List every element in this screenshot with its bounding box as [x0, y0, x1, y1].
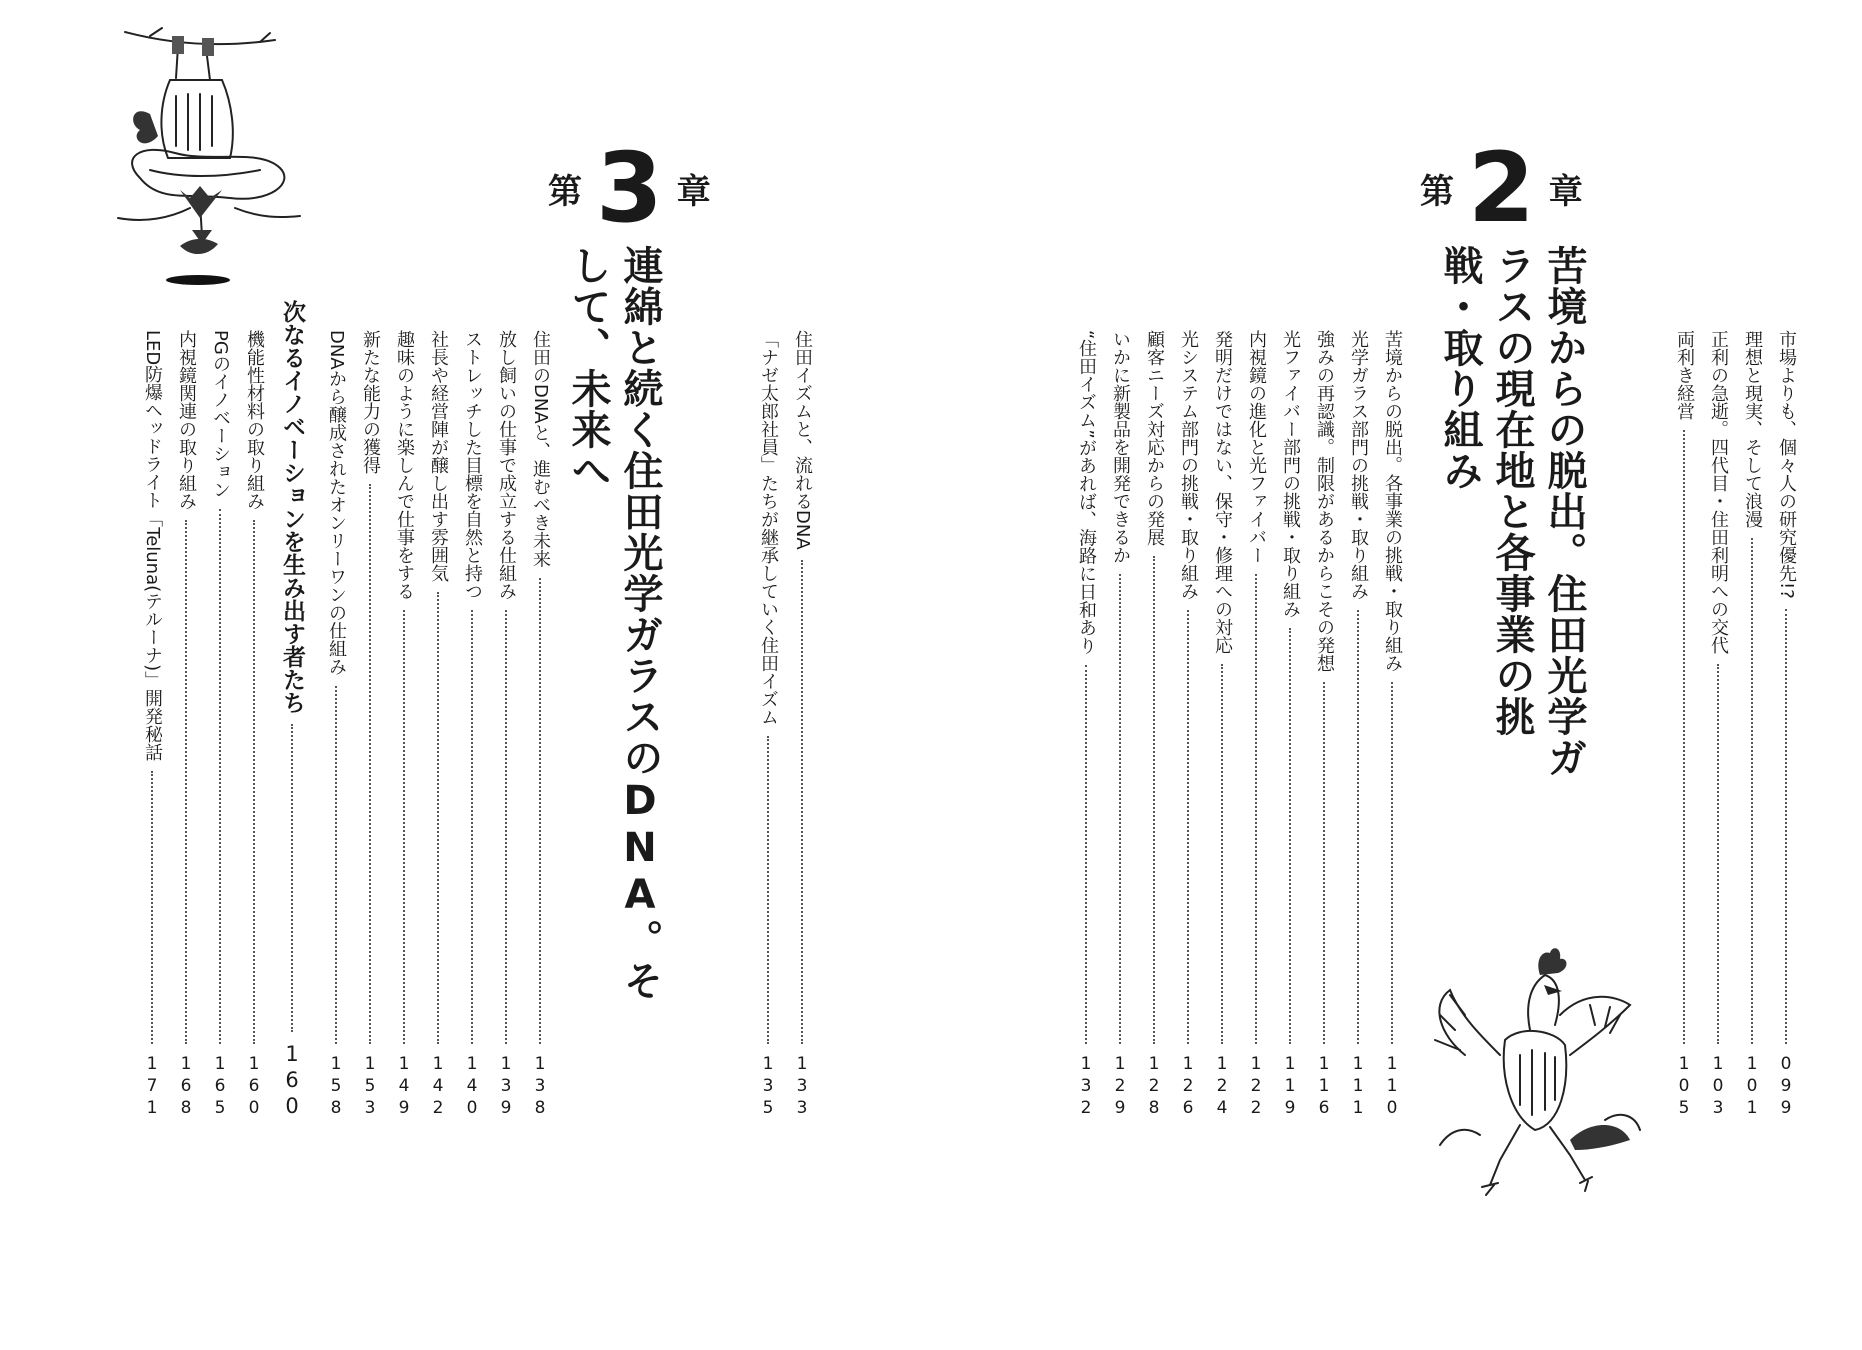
toc-entry-title: 強みの再認識。制限があるからこその発想 [1314, 330, 1335, 672]
leader-dots [335, 686, 337, 1044]
toc-page-number: 099 [1776, 1054, 1796, 1120]
leader-dots [539, 578, 541, 1044]
toc-entry[interactable] [244, 330, 264, 1120]
leader-dots [1751, 538, 1753, 1044]
chapter-label-suffix: 章 [676, 171, 711, 212]
toc-page-number: 158 [326, 1054, 346, 1120]
toc-entry-title: 苦境からの脱出。各事業の挑戦・取り組み [1382, 330, 1403, 672]
leader-dots [151, 771, 153, 1044]
chapter-2-title[interactable]: 苦境からの脱出。住田光学ガラスの現在地と各事業の挑戦・取り組み [1437, 245, 1587, 778]
toc-page-number: 171 [142, 1054, 162, 1120]
toc-page-number: 128 [1144, 1054, 1164, 1120]
toc-entry-title: “住田イズム”があれば、海路に日和あり [1076, 330, 1097, 655]
leader-dots [471, 610, 473, 1044]
toc-page-number: 165 [210, 1054, 230, 1120]
toc-entry-title: 光システム部門の挑戦・取り組み [1178, 330, 1199, 600]
toc-page-number: 126 [1178, 1054, 1198, 1120]
toc-page-number: 139 [496, 1054, 516, 1120]
toc-page-number: 160 [244, 1054, 264, 1120]
leader-dots [1289, 628, 1291, 1044]
toc-entry[interactable] [462, 330, 482, 1120]
toc-entry-title: 理想と現実、そして浪漫 [1742, 330, 1763, 528]
leader-dots [1683, 430, 1685, 1044]
leader-dots [1153, 556, 1155, 1044]
leader-dots [1255, 574, 1257, 1044]
hanging-rooster-illustration [110, 18, 310, 288]
toc-page-number: 105 [1674, 1054, 1694, 1120]
toc-entry-title: 「ナゼ太郎社員」たちが継承していく住田イズム [758, 330, 779, 726]
toc-entry[interactable] [530, 330, 550, 1120]
toc-page-number: 149 [394, 1054, 414, 1120]
toc-page-number: 138 [530, 1054, 550, 1120]
leader-dots [801, 560, 803, 1044]
toc-entry[interactable] [1076, 330, 1096, 1120]
leader-dots [185, 520, 187, 1044]
toc-entry-title: 新たな能力の獲得 [360, 330, 381, 474]
toc-entry-title: 住田のDNAと、進むべき未来 [530, 330, 551, 568]
toc-entry[interactable] [1742, 330, 1762, 1120]
leader-dots [505, 610, 507, 1044]
toc-entry-title: 光学ガラス部門の挑戦・取り組み [1348, 330, 1369, 600]
toc-page-number: 101 [1742, 1054, 1762, 1120]
toc-section[interactable] [279, 300, 305, 1120]
toc-entry-title: 光ファイバー部門の挑戦・取り組み [1280, 330, 1301, 618]
toc-entry-title: ストレッチした目標を自然と持つ [462, 330, 483, 600]
toc-page-number: 133 [792, 1054, 812, 1120]
toc-entry[interactable] [142, 330, 162, 1120]
leader-dots [437, 592, 439, 1044]
toc-page-number: 132 [1076, 1054, 1096, 1120]
toc-entry-title: いかに新製品を開発できるか [1110, 330, 1131, 564]
leader-dots [253, 520, 255, 1044]
leader-dots [1391, 682, 1393, 1044]
toc-entry-title: 顧客ニーズ対応からの発展 [1144, 330, 1165, 546]
chapter-number: 3 [596, 132, 663, 244]
toc-entry-title: 機能性材料の取り組み [244, 330, 265, 510]
toc-entry-title: 内視鏡関連の取り組み [176, 330, 197, 510]
leader-dots [767, 736, 769, 1044]
leader-dots [1357, 610, 1359, 1044]
toc-entry[interactable] [1212, 330, 1232, 1120]
leader-dots [1221, 664, 1223, 1044]
toc-entry[interactable] [360, 330, 380, 1120]
toc-entry-title: 正利の急逝。四代目・住田利明への交代 [1708, 330, 1729, 654]
leader-dots [1187, 610, 1189, 1044]
chapter-2-heading [1420, 132, 1583, 244]
toc-entry[interactable] [1178, 330, 1198, 1120]
leader-dots [403, 610, 405, 1044]
toc-entry[interactable] [1246, 330, 1266, 1120]
toc-entry[interactable] [428, 330, 448, 1120]
toc-entry-title: PGのイノベーション [210, 330, 231, 499]
toc-page-number: 111 [1348, 1054, 1368, 1120]
rooster-illustration [1420, 945, 1650, 1205]
toc-entry-title: 市場よりも、個々人の研究優先!? [1776, 330, 1797, 599]
chapter-number: 2 [1468, 132, 1535, 244]
toc-entry[interactable] [1144, 330, 1164, 1120]
toc-page-number: 135 [758, 1054, 778, 1120]
toc-page-number: 103 [1708, 1054, 1728, 1120]
toc-entry[interactable] [1280, 330, 1300, 1120]
toc-entry[interactable] [1776, 330, 1796, 1120]
chapter-label-prefix: 第 [548, 171, 582, 212]
toc-entry-title: 社長や経営陣が醸し出す雰囲気 [428, 330, 449, 582]
leader-dots [219, 509, 221, 1044]
toc-page-number: 110 [1382, 1054, 1402, 1120]
toc-section-title: 次なるイノベーションを生み出す者たち [279, 300, 305, 714]
chapter-label-suffix: 章 [1548, 171, 1583, 212]
toc-entry[interactable] [1348, 330, 1368, 1120]
toc-page-number: 119 [1280, 1054, 1300, 1120]
toc-entry[interactable] [792, 330, 812, 1120]
toc-entry[interactable] [1110, 330, 1130, 1120]
toc-page-number: 129 [1110, 1054, 1130, 1120]
toc-entry[interactable] [326, 330, 346, 1120]
leader-dots [291, 724, 293, 1032]
toc-entry-title: DNAから醸成されたオンリーワンの仕組み [326, 330, 347, 676]
toc-entry-title: 趣味のように楽しんで仕事をする [394, 330, 415, 600]
toc-page-number: 160 [280, 1042, 304, 1120]
toc-page-number: 116 [1314, 1054, 1334, 1120]
leader-dots [1085, 665, 1087, 1044]
toc-entry[interactable] [1314, 330, 1334, 1120]
toc-entry-title: 住田イズムと、流れるDNA [792, 330, 813, 550]
toc-entry[interactable] [1708, 330, 1728, 1120]
toc-entry[interactable] [758, 330, 778, 1120]
toc-page-number: 153 [360, 1054, 380, 1120]
toc-page-number: 124 [1212, 1054, 1232, 1120]
toc-entry[interactable] [176, 330, 196, 1120]
chapter-label-prefix: 第 [1420, 171, 1454, 212]
toc-page-number: 142 [428, 1054, 448, 1120]
toc-entry-title: LED防爆ヘッドライト「Teluna(テルーナ)」開発秘話 [142, 330, 163, 762]
toc-entry-title: 放し飼いの仕事で成立する仕組み [496, 330, 517, 600]
toc-page-number: 140 [462, 1054, 482, 1120]
toc-entry-title: 内視鏡の進化と光ファイバー [1246, 330, 1267, 564]
leader-dots [1323, 682, 1325, 1044]
toc-entry-title: 両利き経営 [1674, 330, 1695, 420]
leader-dots [1119, 574, 1121, 1044]
toc-entry[interactable] [210, 330, 230, 1120]
leader-dots [369, 484, 371, 1044]
toc-entry[interactable] [1674, 330, 1694, 1120]
leader-dots [1785, 609, 1787, 1044]
toc-entry[interactable] [496, 330, 516, 1120]
toc-entry[interactable] [394, 330, 414, 1120]
chapter-3-heading [548, 132, 711, 244]
leader-dots [1717, 664, 1719, 1044]
chapter-3-title[interactable]: 連綿と続く住田光学ガラスのDNA。そして、未来へ [565, 245, 663, 1001]
toc-entry-title: 発明だけではない、保守・修理への対応 [1212, 330, 1233, 654]
toc-page-number: 122 [1246, 1054, 1266, 1120]
toc-page-number: 168 [176, 1054, 196, 1120]
toc-entry[interactable] [1382, 330, 1402, 1120]
